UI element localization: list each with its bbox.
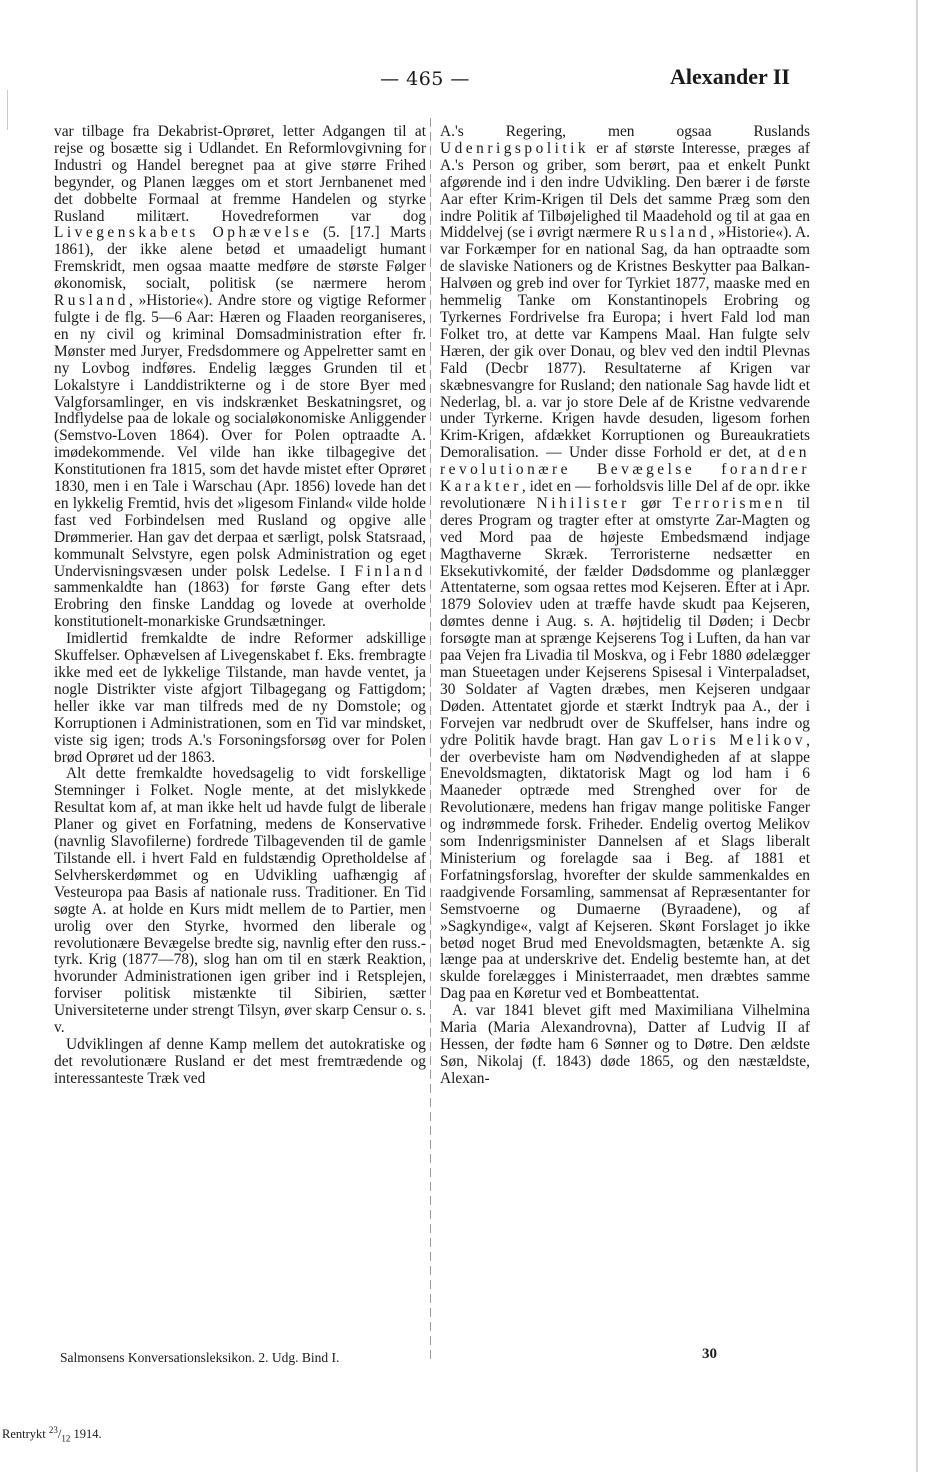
paragraph	[440, 124, 810, 1003]
text-run: , »Historie«). Andre store og vigtige Reformer fulgte i de flg. 5—6 Aar: Hæren og Flaaden reorganiseres, en ny civil og kriminal Domsadministration efter fr. Mønster med Juryer, Fredsdommere og Appelretter samt en ny Lovbog indføres. Endelig lægges Grunden til et Lokalstyre i Landdistrikterne og i de store Byer med Valgforsamlinger, en vis indskrænket Beskatningsret, og Indflydelse paa de lokale og socialøkonomiske Anliggender (Semstvo-Loven 1864). Over for Polen optraadte A. imødekommende. Vel vilde han ikke tilbagegive det Konstitutionen fra 1815, som det havde mistet efter Oprøret 1830, men i en Tale i Warschau (Apr. 1856) lovede han det en lykkelig Fremtid, hvis det »ligesom Finland« vilde holde fast ved Forbindelsen med Rusland og opgive alle Drømmerier. Han gav det derpaa et særligt, polsk Statsraad, kommunalt Selvstyre, egen polsk Administration og eget Undervisningsvæsen under polsk Ledelse. I	[54, 292, 426, 580]
spaced-emphasis: Finland	[354, 562, 426, 580]
running-head: Alexander II	[670, 64, 790, 89]
reprint-note: Rentrykt $^{23}/_{12}$ 1914.	[2, 1425, 102, 1444]
paragraph: Imidlertid fremkaldte de indre Reformer adskillige Skuffelser. Ophævelsen af Livegenskabet f. Eks. frembragte ikke med eet de lykkelige Tilstande, man havde ventet, ja nogle Distrikter viste afgjort Tilbagegang og Fattigdom; heller ikke var man tilfreds med de ny Domstole; og Korruptionen i Administrationen, som en Tid var mindsket, viste sig igen; trods A.'s Forsoningsforsøg over for Polen brød Oprøret ud der 1863.	[54, 630, 426, 766]
publication-source: Salmonsens Konversationsleksikon. 2. Udg. Bind I.	[60, 1350, 340, 1365]
spaced-emphasis: Livegenskabets Ophævelse	[54, 224, 313, 242]
text-run: , »Historie«). A. var Forkæmper for en national Sag, da han optraadte som de slaviske Nationers og de Kristnes Beskytter paa Balkan-Halvøen og greb ind over for Tyrkiet 1877, maaske med en hemmelig Tanke om Konstantinopels Erobring og Tyrkernes Fordrivelse fra Europa; i hvert Fald lod man Folket tro, at dette var Kampens Maal. Han fulgte selv Hæren, der gik over Donau, og blev ved den indtil Plevnas Fald (Decbr 1877). Resultaterne af Krigen var skæbnesvangre for Rusland; den nationale Sag havde lidt et Nederlag, bl. a. var jo store Dele af de Kristne vedvarende under Tyrkerne. Krigen havde desuden, ligesom forhen Krim-Krigen, afdækket Korruptionen og Bureaukratiets Demoralisation. — Under disse Forhold er det, at	[440, 224, 811, 462]
spaced-emphasis: Terrorismen	[672, 494, 787, 512]
page-number: — 465 —	[380, 68, 470, 90]
spaced-emphasis: Rusland	[54, 292, 129, 310]
left-column	[54, 124, 426, 1088]
sheet-number: 30	[702, 1346, 717, 1362]
text-run: A.'s Regering, men ogsaa Ruslands	[440, 123, 810, 140]
paragraph	[54, 124, 426, 631]
spaced-emphasis: den revolutionære Bevægelse forandrer Karakter	[440, 444, 810, 496]
scan-edge-mark	[7, 90, 8, 130]
spaced-emphasis: Loris Melikov	[669, 731, 807, 749]
spaced-emphasis: Udenrigspolitik	[440, 139, 590, 157]
paragraph: Udviklingen af denne Kamp mellem det autokratiske og det revolutionære Rusland er det mest fremtrædende og interessanteste Træk ved	[54, 1035, 426, 1087]
reprint-day: 23	[48, 1425, 58, 1435]
text-run: , der overbeviste ham om Nødvendigheden af at slappe Enevoldsmagten, diktatorisk Magt og lod ham i 6 Maaneder optræde med Strenghed over for de Revolutionære, medens han frigav mange politiske Fanger og indrømmede forsk. Friheder. Endelig overtog Melikov som Indenrigsminister Dannelsen af et Slags liberalt Ministerium og forelagde saa i Beg. af 1881 et Forfatningsforslag, hvorefter der skulde sammenkaldes en raadgivende Forsamling, sammensat af Repræsentanter for Semstvoerne og Dumaerne (Byraadene), og af »Sagkyndige«, valgt af Kejseren. Skønt Forslaget jo ikke betød noget Brud med Enevoldsmagten, betænkte A. sig længe paa at underskrive det. Endelig bestemte han, at det skulde forelægges i Ministerraadet, men dræbtes samme Dag paa en Køretur ved et Bombeattentat.	[440, 731, 810, 1003]
paragraph: A. var 1841 blevet gift med Maximiliana Vilhelmina Maria (Maria Alexandrovna), Datter af Ludvig II af Hessen, der fødte ham 6 Sønner og to Døtre. Den ældste Søn, Nikolaj (f. 1843) døde 1865, og den næstældste, Alexan-	[440, 1002, 810, 1087]
reprint-year: 1914.	[73, 1427, 102, 1442]
right-column	[440, 124, 810, 1088]
scan-edge-shadow	[916, 0, 918, 1472]
text-run: gør	[640, 494, 662, 512]
text-run: , idet en — forholdsvis lille Del af de opr. ikke revolutionære	[440, 478, 810, 512]
text-run: til deres Program og tragter efter at omstyrte Zar-Magten og ved Mord paa de højeste Embedsmænd indjage Magthaverne Skræk. Terroristerne nedsætter en Eksekutivkomité, der fælder Dødsdomme og planlægger Attentaterne, som ogsaa rettes mod Kejseren. Efter at i Apr. 1879 Soloviev uden at træffe havde skudt paa Kejseren, dømtes denne i Aug. s. A. højtidelig til Døden; i Decbr forsøgte man at sprænge Kejserens Tog i Luften, da han var paa Vejen fra Livadia til Moskva, og i Febr 1880 ødelægger man Stueetagen under Kejserens Spisesal i Vinterpaladset, 30 Soldater af Vagten dræbes, men Kejseren undgaar Døden. Attentatet gjorde et stærkt Indtryk paa A., der i Forvejen var nedbrudt over de Skuffelser, hans indre og ydre Politik havde bragt. Han gav	[440, 494, 810, 749]
text-run: sammenkaldte han (1863) for første Gang efter dets Erobring den finske Landdag og lovede at overholde konstitutionelt-monarkiske Grundsætninger.	[54, 579, 426, 631]
spaced-emphasis: Nihilister	[536, 494, 630, 512]
column-divider	[430, 118, 431, 1363]
text-run: (5. [17.] Marts 1861), der ikke alene betød et umaadeligt humant Fremskridt, men ogsaa maatte medføre de største Følger økonomisk, socialt, politisk (se nærmere herom	[54, 224, 426, 293]
text-run: var tilbage fra Dekabrist-Oprøret, letter Adgangen til at rejse og bosætte sig i Udlandet. En Reformlovgivning for Industri og Handel beregnet paa at give større Frihed begynder, og Planen lægges om et stort Jernbanenet med det dobbelte Formaal at fremme Handelen og styrke Rusland militært. Hovedreformen var dog	[54, 123, 426, 225]
reprint-month: 12	[61, 1433, 71, 1444]
reprint-label: Rentrykt	[2, 1427, 46, 1442]
spaced-emphasis: Rusland	[635, 224, 711, 242]
text-run: er af største Interesse, præges af A.'s Person og griber, som berørt, paa et enkelt Punkt afgørende ind i den indre Udvikling. Den bærer i de første Aar efter Krim-Krigen til Dels det samme Præg som den indre Politik af Tilbøjelighed til Maadehold og til at gaa en Middelvej (se i øvrigt nærmere	[440, 139, 810, 242]
paragraph: Alt dette fremkaldte hovedsagelig to vidt forskellige Stemninger i Folket. Nogle mente, at det mislykkede Resultat kom af, at man ikke helt ud havde fulgt de liberale Planer og givet en Forfatning, medens de Konservative (navnlig Slavofilerne) fordrede Tilbagevenden til de gamle Tilstande ell. i hvert Fald en fuldstændig Opretholdelse af Selvherskerdømmet og en Udvikling uafhængig af Vesteuropa paa Basis af nationale russ. Traditioner. En Tid søgte A. at holde en Kurs midt mellem de to Partier, men urolig over den Styrke, hvormed den liberale og revolutionære Bevægelse bredte sig, navnlig efter den russ.-tyrk. Krig (1877—78), slog han om til en stærk Reaktion, hvorunder Administrationen igen griber ind i Retsplejen, forviser politisk mistænkte til Sibirien, sætter Universiteterne under strengt Tilsyn, øver skarp Censur o. s. v.	[54, 765, 426, 1037]
